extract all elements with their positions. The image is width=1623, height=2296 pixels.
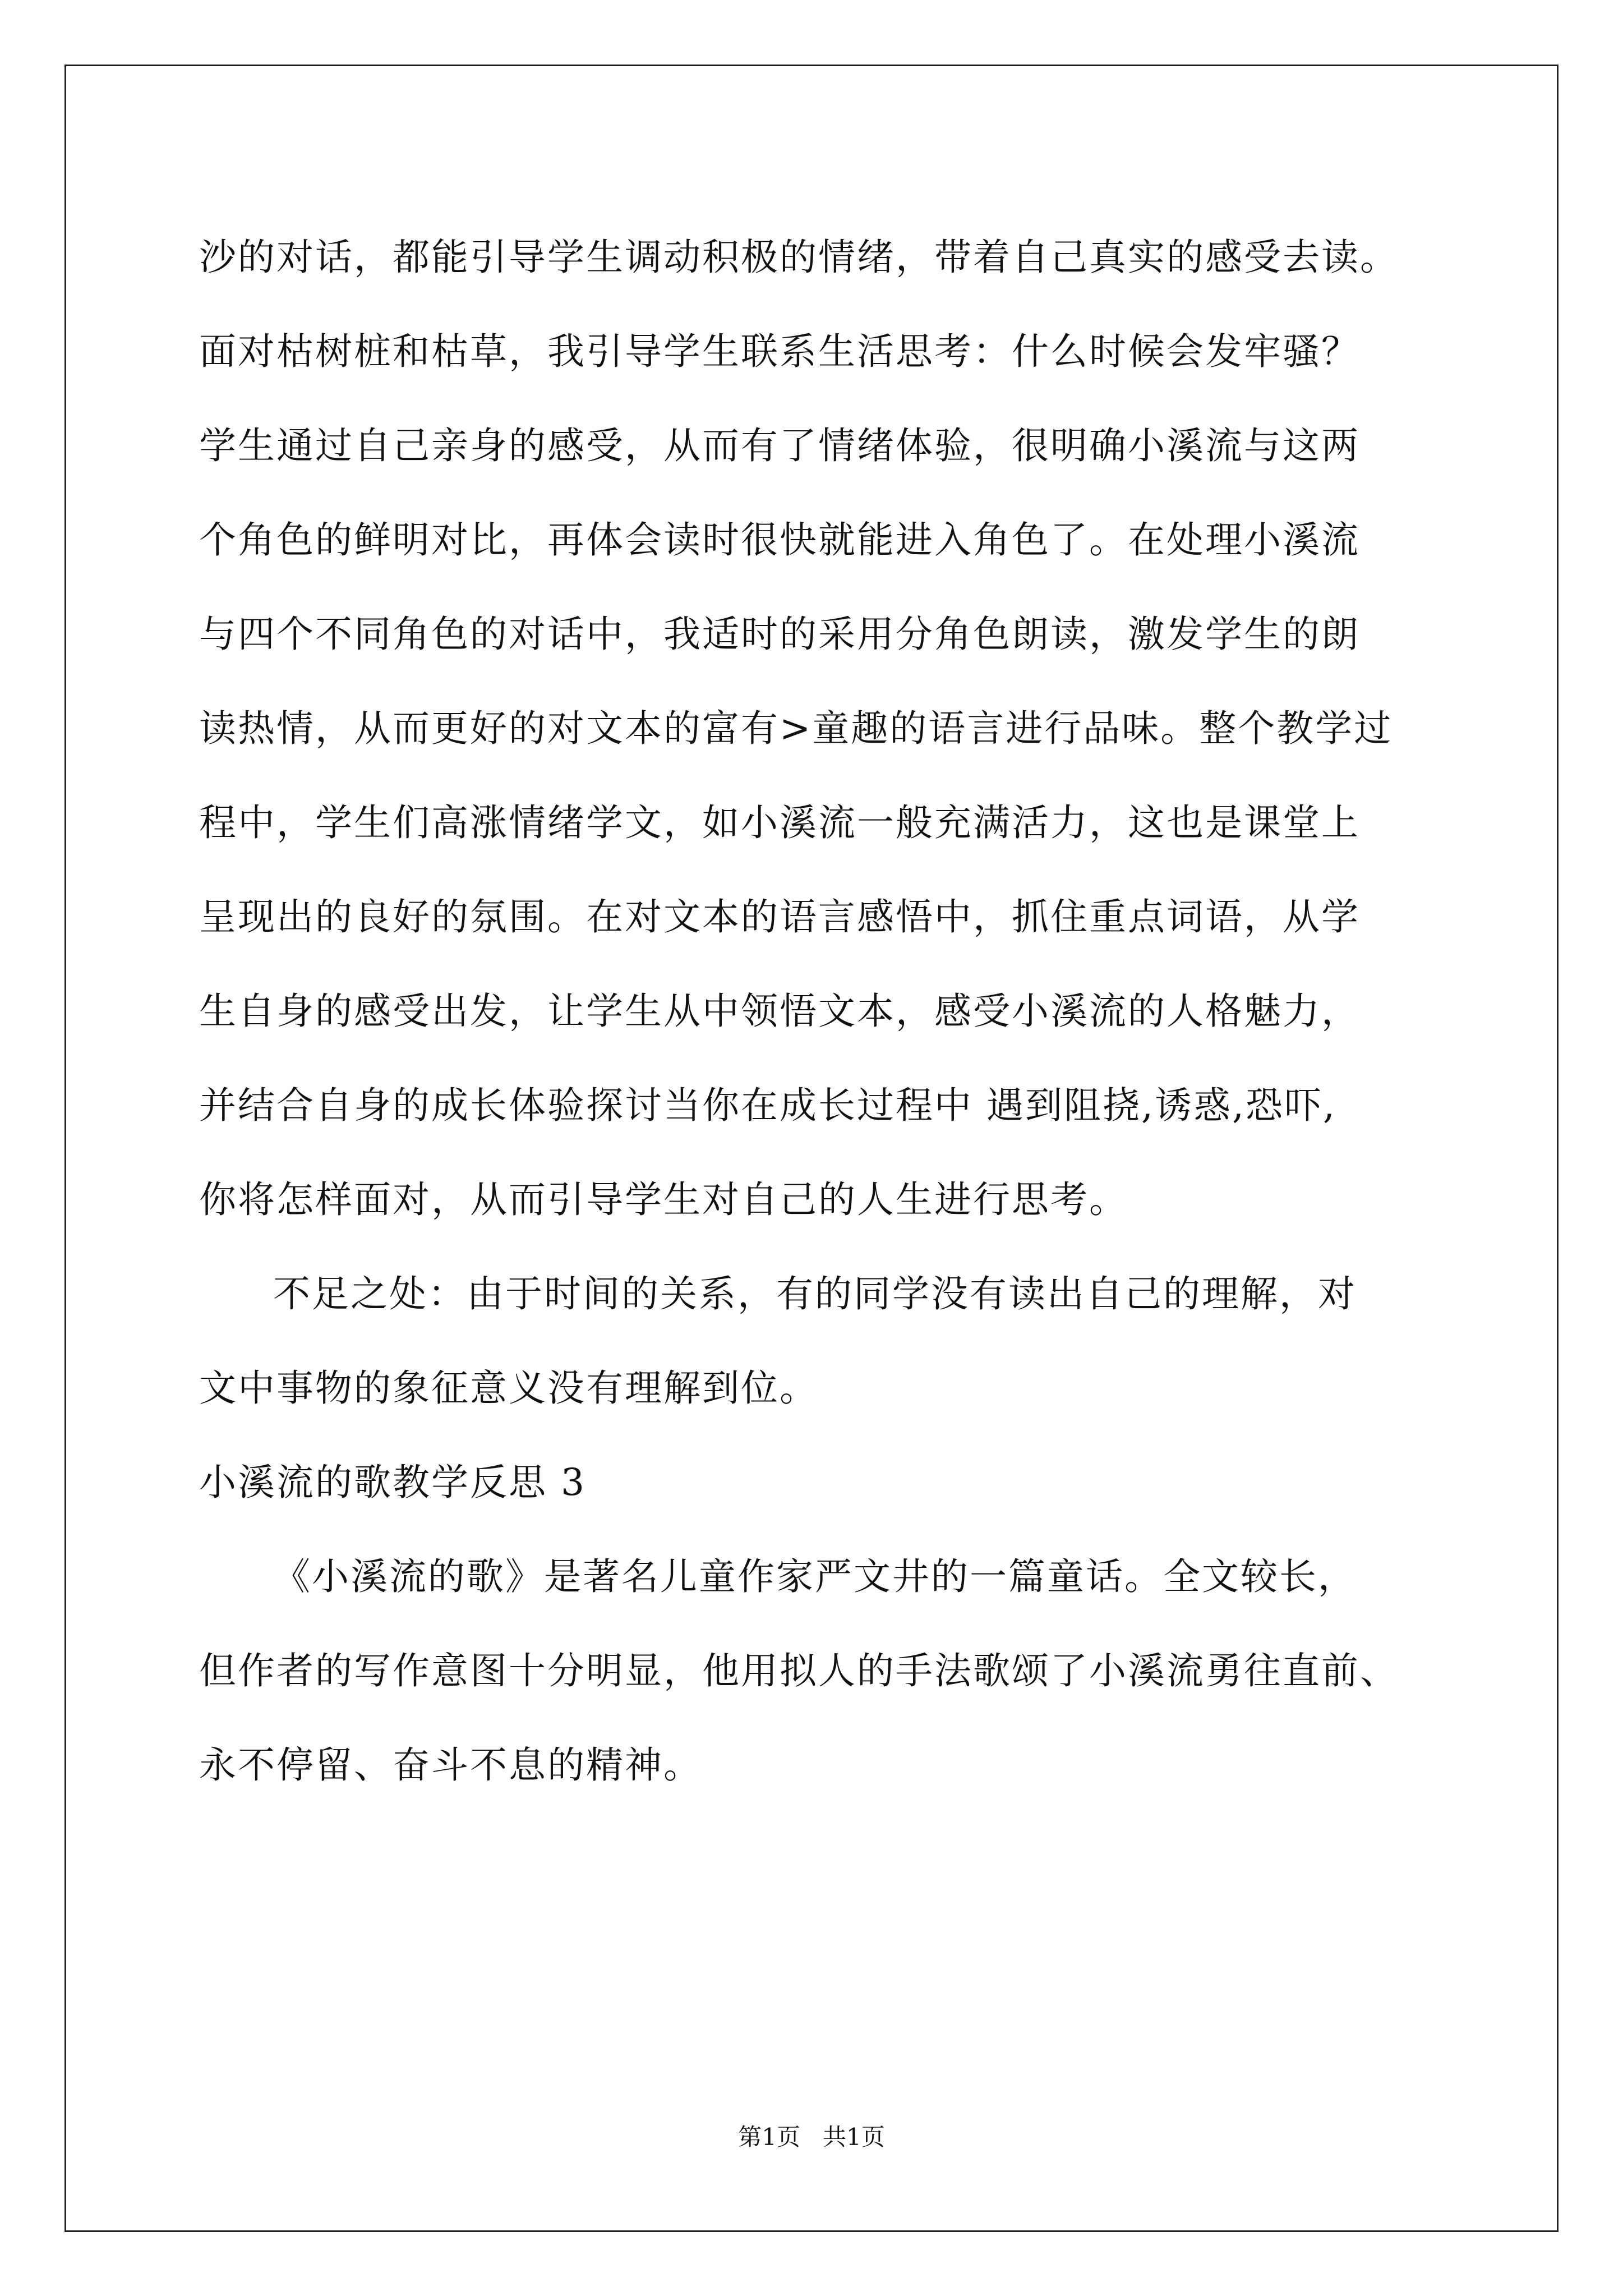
page-footer: 第1页 共1页: [738, 2123, 885, 2151]
text-line: 并结合自身的成长体验探讨当你在成长过程中 遇到阻挠,诱惑,恐吓,: [199, 1084, 1336, 1127]
text-line: 面对枯树桩和枯草，我引导学生联系生活思考：什么时候会发牢骚？: [199, 330, 1360, 373]
text-line: 程中，学生们高涨情绪学文，如小溪流一般充满活力，这也是课堂上: [199, 801, 1360, 844]
text-line: 永不停留、奋斗不息的精神。: [199, 1743, 702, 1787]
text-line: 读热情，从而更好的对文本的富有>童趣的语言进行品味。整个教学过: [199, 707, 1393, 750]
section-heading: 小溪流的歌教学反思 3: [199, 1461, 586, 1504]
paragraph-start-line: 《小溪流的歌》是著名儿童作家严文井的一篇童话。全文较长，: [273, 1555, 1357, 1598]
text-line: 生自身的感受出发，让学生从中领悟文本，感受小溪流的人格魅力，: [199, 990, 1360, 1033]
text-line: 学生通过自己亲身的感受，从而有了情绪体验，很明确小溪流与这两: [199, 424, 1360, 467]
text-line: 但作者的写作意图十分明显，他用拟人的手法歌颂了小溪流勇往直前、: [199, 1649, 1399, 1692]
paragraph-start-line: 不足之处：由于时间的关系，有的同学没有读出自己的理解，对: [273, 1272, 1357, 1315]
text-line: 个角色的鲜明对比，再体会读时很快就能进入角色了。在处理小溪流: [199, 518, 1360, 562]
text-line: 文中事物的象征意义没有理解到位。: [199, 1366, 818, 1410]
document-body: [199, 210, 1478, 1812]
text-line: 与四个不同角色的对话中，我适时的采用分角色朗读，激发学生的朗: [199, 613, 1360, 656]
text-line: 沙的对话，都能引导学生调动积极的情绪，带着自己真实的感受去读。: [199, 236, 1399, 279]
text-line: 你将怎样面对，从而引导学生对自己的人生进行思考。: [199, 1178, 1128, 1221]
text-line: 呈现出的良好的氛围。在对文本的语言感悟中，抓住重点词语，从学: [199, 895, 1360, 938]
